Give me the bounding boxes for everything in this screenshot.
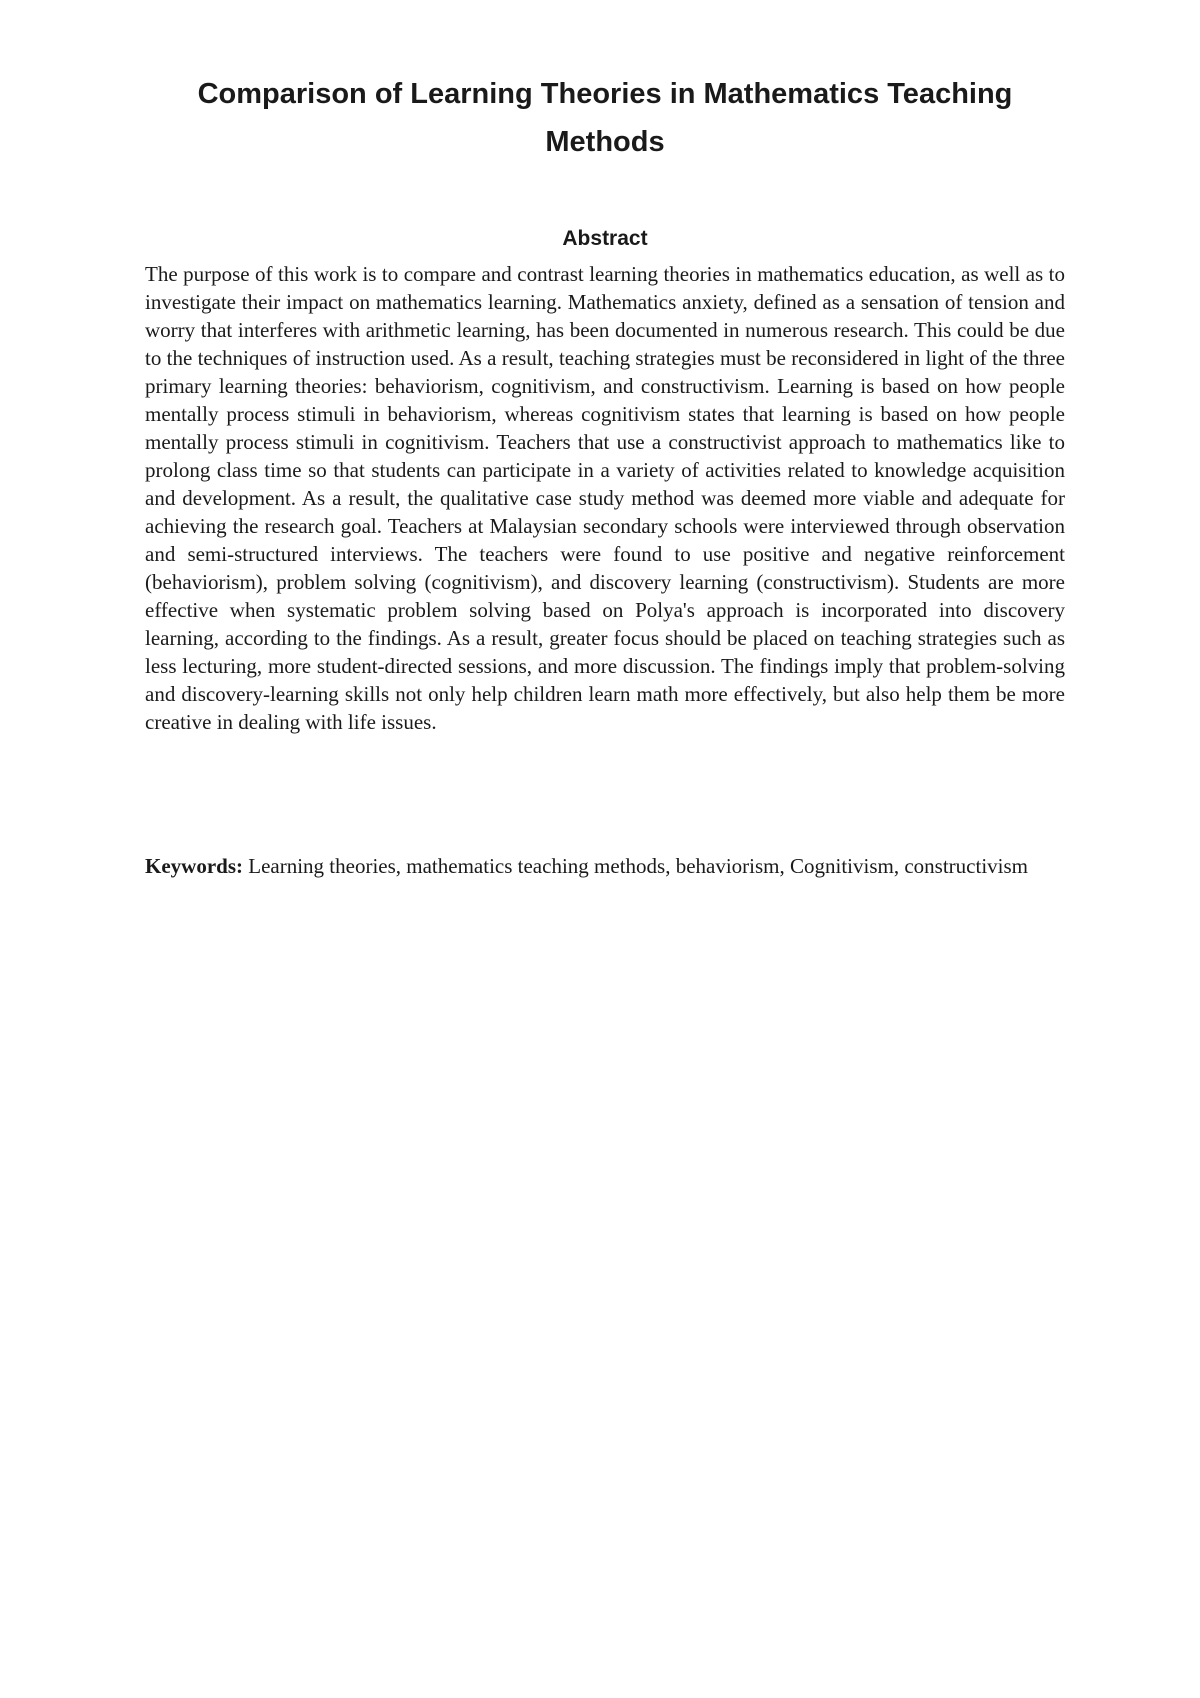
paper-title: Comparison of Learning Theories in Mathematics Teaching Methods — [197, 78, 1013, 158]
keywords-label: Keywords: — [145, 854, 243, 878]
abstract-body: The purpose of this work is to compare and contrast learning theories in mathematics education, as well as to investigate their impact on mathematics learning. Mathematics anxiety, defined as a sensation of tension and worry that interferes with arithmetic learning, has been documented in numerous research. This could be due to the techniques of instruction used. As a result, teaching strategies must be reconsidered in light of the three primary learning theories: behaviorism, cognitivism, and constructivism. Learning is based on how people mentally process stimuli in behaviorism, whereas cognitivism states that learning is based on how people mentally process stimuli in cognitivism. Teachers that use a constructivist approach to mathematics like to prolong class time so that students can participate in a variety of activities related to knowledge acquisition and development. As a result, the qualitative case study method was deemed more viable and adequate for achieving the research goal. Teachers at Malaysian secondary schools were interviewed through observation and semi-structured interviews. The teachers were found to use positive and negative reinforcement (behaviorism), problem solving (cognitivism), and discovery learning (constructivism). Students are more effective when systematic problem solving based on Polya's approach is incorporated into discovery learning, according to the findings. As a result, greater focus should be placed on teaching strategies such as less lecturing, more student-directed sessions, and more discussion. The findings imply that problem-solving and discovery-learning skills not only help children learn math more effectively, but also help them be more creative in dealing with life issues. — [145, 262, 1065, 734]
abstract-heading: Abstract — [562, 227, 648, 250]
keywords-section — [145, 848, 1065, 884]
keywords-text: Learning theories, mathematics teaching methods, behaviorism, Cognitivism, constructivism — [248, 854, 1029, 878]
